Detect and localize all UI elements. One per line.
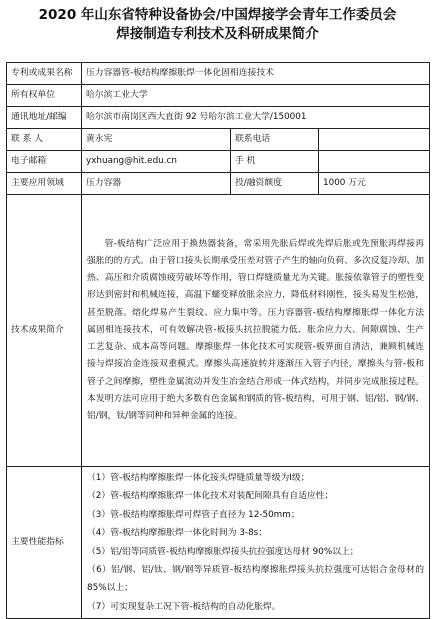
summary-text: 管-板结构广泛应用于换热器装备，常采用先胀后焊或先焊后胀或先预胀再焊接再强胀的的方式。由于管口接头长期承受压差对管子产生的轴向负荷、多次反复冷却、加热、高压和介质腐蚀疲劳破坏等作用，管口焊缝质量尤为关键。胀接依靠管子的塑性变形达到密封和机械连接，高温下蠕变释放胀余应力，降低材料刚性，接头易发生松弛，甚至脱落。熔化焊易产生裂纹、应力集中等。压力容器管-板结构摩擦胀焊一体化方法属固相连接技术，可有效解决管-板接头抗拉脱能力低、胀余应力大、间隙腐蚀、生产工艺复杂、成本高等问题。摩擦胀焊一体化技术可实现管-板界面自清洁，兼顾机械连接与焊接冶金连接双重模式。摩擦头高速旋转并逐渐压入管子内径，摩擦头与管-板和管子之间摩擦，塑性金属流动并发生冶金结合形成一体式结构，并同步完成胀接过程。本发明方法可应用于绝大多数有色金属和钢质的管-板结构，可用于钢、铝/铝、钢/钢、铝/钢，钛/钢等同种和异种金属的连接。: [87, 238, 425, 421]
mobile-value: [319, 151, 430, 173]
field-value: 压力容器: [82, 173, 231, 195]
row-email: [7, 151, 430, 173]
invest-value: 1000 万元: [319, 173, 430, 195]
row-performance: [7, 467, 430, 619]
phone-value: [319, 129, 430, 151]
performance-item: （6）铝/钢、铝/钛、钢/钢等异质管-板结构摩擦胀焊接头抗拉强度可达铝合金母材的 85%以上；: [87, 565, 425, 594]
document-title-line2: 焊接制造专利技术及科研成果简介: [116, 26, 319, 42]
document-title-line1: 2020 年山东省特种设备协会/中国焊接学会青年工作委员会: [38, 7, 397, 23]
owner-value: 哈尔滨工业大学: [82, 85, 430, 107]
summary-cell: [82, 195, 430, 467]
address-value: 哈尔滨市南岗区西大直街 92 号哈尔滨工业大学/150001: [82, 107, 430, 129]
email-value: yxhuang@hit.edu.cn: [82, 151, 231, 173]
row-field: [7, 173, 430, 195]
email-label: 电子邮箱: [7, 151, 82, 173]
name-value: 压力容器管-板结构摩擦胀焊一体化固相连接技术: [82, 63, 430, 85]
contact-label: 联 系 人: [7, 129, 82, 151]
row-summary: [7, 195, 430, 467]
performance-item: （5）铝/铝等同质管-板结构摩擦胀焊接头抗拉强度达母材 90%以上；: [87, 546, 359, 557]
performance-item: （1）管-板结构摩擦胀焊一体化接头焊缝质量等级为Ⅰ级；: [87, 473, 310, 483]
address-label: 通讯地址/邮编: [7, 107, 82, 129]
performance-item: （3）管-板结构摩擦胀焊可焊管子直径为 12-50mm；: [87, 509, 300, 520]
performance-cell: [82, 467, 430, 619]
performance-label: 主要性能指标: [7, 467, 82, 619]
name-label: 专利或成果名称: [7, 63, 82, 85]
row-address: [7, 107, 430, 129]
phone-label: 联系电话: [231, 129, 319, 151]
performance-item: （4）管-板结构摩擦胀焊一体化时间为 3-8s；: [87, 528, 268, 539]
row-name: [7, 63, 430, 85]
contact-value: 黄永宪: [82, 129, 231, 151]
mobile-label: 手 机: [231, 151, 319, 173]
summary-label: 技术成果简介: [7, 195, 82, 467]
invest-label: 投/融资额度: [231, 173, 319, 195]
performance-item: （2）管-板结构摩擦胀焊一体化技术对装配间隙具有自适应性；: [87, 491, 334, 502]
owner-label: 所有权单位: [7, 85, 82, 107]
row-owner: [7, 85, 430, 107]
field-label: 主要应用领域: [7, 173, 82, 195]
row-contact: [7, 129, 430, 151]
performance-item: （7）可实现复杂工况下管-板结构的自动化胀焊。: [87, 601, 281, 612]
info-form-table: [6, 62, 430, 619]
